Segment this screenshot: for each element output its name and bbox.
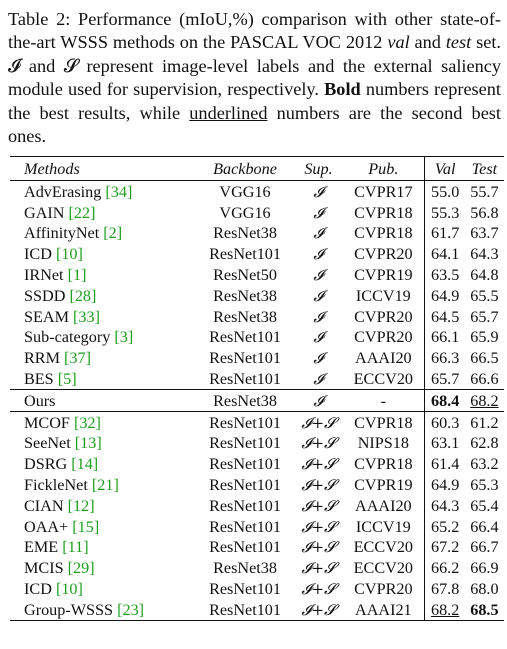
method-name: CIAN xyxy=(24,496,64,515)
cell-method xyxy=(10,579,195,600)
table-row xyxy=(10,223,504,244)
cell-backbone: ResNet38 xyxy=(213,559,277,578)
cell-val: 65.7 xyxy=(425,369,465,390)
cell-val: 67.2 xyxy=(425,537,465,558)
cell-pub: CVPR19 xyxy=(354,266,413,285)
cell-test: 56.8 xyxy=(470,203,499,222)
table-body-saliency xyxy=(10,412,504,621)
table-row xyxy=(10,348,504,369)
cell-test: 63.2 xyxy=(470,455,499,474)
cell-pub: CVPR18 xyxy=(354,455,413,474)
cell-val: 60.3 xyxy=(425,412,465,433)
results-table xyxy=(10,156,504,621)
cell-val: 67.8 xyxy=(425,579,465,600)
method-name: GAIN xyxy=(24,203,65,222)
cell-backbone: ResNet101 xyxy=(209,517,281,536)
cell-backbone: ResNet101 xyxy=(209,349,281,368)
cell-pub: NIPS18 xyxy=(357,434,409,453)
cell-pub: CVPR20 xyxy=(354,245,413,264)
cell-method xyxy=(10,327,195,348)
cell-method xyxy=(10,223,195,244)
method-name: AdvErasing xyxy=(24,182,102,201)
cell-sup: 𝓘+𝓢 xyxy=(301,559,336,578)
citation-link[interactable]: [32] xyxy=(73,413,101,432)
cell-val: 68.2 xyxy=(425,599,465,620)
citation-link[interactable]: [23] xyxy=(117,600,145,619)
method-name: Group-WSSS xyxy=(24,600,114,619)
table-row xyxy=(10,202,504,223)
method-name: Sub-category xyxy=(24,328,111,347)
cell-test: 55.7 xyxy=(470,182,499,201)
cell-pub: CVPR18 xyxy=(354,203,413,222)
cell-sup: 𝓘 xyxy=(313,224,324,243)
cell-sup: 𝓘 xyxy=(313,328,324,347)
cell-pub: CVPR18 xyxy=(354,224,413,243)
cell-val: 66.2 xyxy=(425,558,465,579)
method-name: SEAM xyxy=(24,307,69,326)
cell-method xyxy=(10,202,195,223)
cell-method xyxy=(10,558,195,579)
cell-backbone: ResNet101 xyxy=(209,328,281,347)
caption-mid2: numbers represent the best results, while xyxy=(8,79,502,123)
cell-pub: CVPR19 xyxy=(354,475,413,494)
cell-test: 65.9 xyxy=(470,328,499,347)
method-name: MCIS xyxy=(24,559,64,578)
citation-link[interactable]: [3] xyxy=(114,328,134,347)
cell-pub: AAAI21 xyxy=(342,599,425,620)
cell-backbone: ResNet101 xyxy=(209,579,281,598)
cell-pub: ICCV19 xyxy=(355,517,411,536)
cell-backbone: ResNet38 xyxy=(213,307,277,326)
method-name: SSDD xyxy=(24,286,66,305)
cell-method xyxy=(10,412,195,433)
cell-sup: 𝓘 xyxy=(295,390,342,412)
cell-sup: 𝓘 xyxy=(313,203,324,222)
table-caption xyxy=(8,8,501,148)
cell-val: 64.1 xyxy=(425,244,465,265)
cell-pub: CVPR20 xyxy=(354,307,413,326)
table-row xyxy=(10,306,504,327)
table-body-ours xyxy=(10,390,504,412)
cell-test: 64.3 xyxy=(470,245,499,264)
cell-test: 66.9 xyxy=(470,559,499,578)
method-name: ICD xyxy=(24,245,52,264)
citation-link[interactable]: [1] xyxy=(67,266,87,285)
cell-test: 66.6 xyxy=(470,370,499,388)
cell-test: 68.5 xyxy=(465,599,504,620)
table-row xyxy=(10,433,504,454)
cell-sup: 𝓘+𝓢 xyxy=(301,455,336,474)
cell-backbone: ResNet101 xyxy=(209,455,281,474)
cell-test: 61.2 xyxy=(470,413,499,432)
table-row xyxy=(10,495,504,516)
cell-pub: ICCV19 xyxy=(355,286,411,305)
citation-link[interactable]: [11] xyxy=(62,538,89,557)
caption-bold-word: Bold xyxy=(324,79,361,100)
cell-method xyxy=(10,516,195,537)
cell-backbone: ResNet50 xyxy=(213,266,277,285)
cell-test: 66.4 xyxy=(470,517,499,536)
cell-backbone: ResNet101 xyxy=(209,413,281,432)
citation-link[interactable]: [37] xyxy=(64,349,92,368)
cell-backbone: ResNet38 xyxy=(195,390,294,412)
cell-val: 66.1 xyxy=(425,327,465,348)
cell-val: 61.4 xyxy=(425,454,465,475)
cell-sup: 𝓘+𝓢 xyxy=(301,517,336,536)
cell-backbone: ResNet101 xyxy=(195,599,294,620)
cell-val: 64.9 xyxy=(425,285,465,306)
cell-test: 66.5 xyxy=(470,349,499,368)
method-name: AffinityNet xyxy=(24,224,100,243)
cell-backbone: ResNet101 xyxy=(209,475,281,494)
cell-method xyxy=(10,181,195,202)
cell-val: 64.5 xyxy=(425,306,465,327)
cell-pub: ECCV20 xyxy=(353,538,414,557)
cell-val: 63.1 xyxy=(425,433,465,454)
method-name: FickleNet xyxy=(24,475,88,494)
cell-test: 64.8 xyxy=(470,266,499,285)
citation-link[interactable]: [34] xyxy=(105,182,133,201)
citation-link[interactable]: [14] xyxy=(71,455,99,474)
table-row xyxy=(10,599,504,620)
caption-mid: set. 𝓘 and 𝓢 represent image-level labels and the external saliency module used for supervision, respectively. xyxy=(8,32,501,100)
cell-method xyxy=(10,369,195,390)
table-row xyxy=(10,537,504,558)
caption-val-word: val xyxy=(387,32,410,53)
cell-val: 64.9 xyxy=(425,475,465,496)
cell-method xyxy=(10,537,195,558)
cell-sup: 𝓘+𝓢 xyxy=(301,434,336,453)
table-row xyxy=(10,454,504,475)
caption-line1: Table 2: Performance (mIoU,%) comparison with other state-of-the-art WSSS methods on the PASCAL VOC 2012 xyxy=(8,9,501,53)
cell-backbone: VGG16 xyxy=(219,203,271,222)
cell-sup: 𝓘+𝓢 xyxy=(301,496,336,515)
cell-method xyxy=(10,475,195,496)
cell-method xyxy=(10,285,195,306)
cell-method xyxy=(10,348,195,369)
cell-method xyxy=(10,306,195,327)
table-row xyxy=(10,369,504,390)
cell-pub: CVPR17 xyxy=(354,182,413,201)
cell-val: 66.3 xyxy=(425,348,465,369)
cell-sup: 𝓘 xyxy=(313,245,324,264)
header-backbone: Backbone xyxy=(195,157,294,181)
cell-sup: 𝓘+𝓢 xyxy=(301,538,336,557)
cell-pub: ECCV20 xyxy=(353,370,414,388)
cell-sup: 𝓘 xyxy=(313,286,324,305)
cell-test: 66.7 xyxy=(470,538,499,557)
cell-test: 65.7 xyxy=(470,307,499,326)
citation-link[interactable]: [29] xyxy=(67,559,95,578)
cell-backbone: ResNet101 xyxy=(209,496,281,515)
cell-backbone: ResNet38 xyxy=(213,286,277,305)
table-row xyxy=(10,412,504,433)
cell-test: 63.7 xyxy=(470,224,499,243)
cell-backbone: ResNet101 xyxy=(209,245,281,264)
cell-test: 65.4 xyxy=(470,496,499,515)
header-methods: Methods xyxy=(10,157,195,181)
method-name: BES xyxy=(24,370,54,388)
cell-test: 62.8 xyxy=(470,434,499,453)
cell-val: 64.3 xyxy=(425,495,465,516)
table-row xyxy=(10,265,504,286)
cell-sup: 𝓘+𝓢 xyxy=(295,599,342,620)
cell-val: 65.2 xyxy=(425,516,465,537)
cell-pub: AAAI20 xyxy=(355,496,412,515)
cell-backbone: ResNet101 xyxy=(209,370,281,388)
caption-test-word: test xyxy=(445,32,472,53)
citation-link[interactable]: [28] xyxy=(69,286,97,305)
cell-test: 65.3 xyxy=(470,475,499,494)
table-row xyxy=(10,516,504,537)
cell-val: 55.3 xyxy=(425,202,465,223)
cell-sup: 𝓘 xyxy=(313,182,324,201)
cell-sup: 𝓘 xyxy=(313,266,324,285)
cell-val: 55.0 xyxy=(425,181,465,202)
citation-link[interactable]: [22] xyxy=(68,203,96,222)
citation-link[interactable]: [15] xyxy=(72,517,100,536)
cell-pub: CVPR20 xyxy=(354,328,413,347)
method-name: MCOF xyxy=(24,413,70,432)
table-row xyxy=(10,579,504,600)
cell-method xyxy=(10,454,195,475)
cell-backbone: VGG16 xyxy=(219,182,271,201)
table-row xyxy=(10,327,504,348)
cell-pub: CVPR18 xyxy=(354,413,413,432)
cell-pub: - xyxy=(342,390,425,412)
citation-link[interactable]: [13] xyxy=(74,434,102,453)
caption-underlined-word: underlined xyxy=(189,102,268,123)
cell-test: 68.2 xyxy=(465,390,504,412)
method-name: OAA+ xyxy=(24,517,69,536)
table-row xyxy=(10,558,504,579)
header-pub: Pub. xyxy=(342,157,425,181)
cell-backbone: ResNet101 xyxy=(209,538,281,557)
method-name: IRNet xyxy=(24,266,64,285)
cell-sup: 𝓘+𝓢 xyxy=(301,475,336,494)
header-test: Test xyxy=(465,157,504,181)
cell-backbone: ResNet101 xyxy=(209,434,281,453)
cell-pub: AAAI20 xyxy=(355,349,412,368)
cell-sup: 𝓘 xyxy=(313,307,324,326)
table-row xyxy=(10,475,504,496)
citation-link[interactable]: [12] xyxy=(67,496,95,515)
cell-pub: CVPR20 xyxy=(354,579,413,598)
cell-sup: 𝓘 xyxy=(313,349,324,368)
header-row xyxy=(10,157,504,181)
header-sup: Sup. xyxy=(295,157,342,181)
cell-test: 68.0 xyxy=(470,579,499,598)
table-body-image-level xyxy=(10,181,504,390)
citation-link[interactable]: [2] xyxy=(103,224,123,243)
cell-method xyxy=(10,244,195,265)
method-name: RRM xyxy=(24,349,60,368)
cell-backbone: ResNet38 xyxy=(213,224,277,243)
cell-method xyxy=(10,495,195,516)
method-name: DSRG xyxy=(24,455,68,474)
cell-val: 63.5 xyxy=(425,265,465,286)
citation-link[interactable]: [10] xyxy=(55,245,83,264)
cell-sup: 𝓘 xyxy=(313,370,324,388)
table-row xyxy=(10,244,504,265)
cell-method xyxy=(10,433,195,454)
cell-sup: 𝓘+𝓢 xyxy=(301,579,336,598)
table-row xyxy=(10,181,504,202)
method-name: EME xyxy=(24,538,59,557)
caption-end: numbers are the second best ones. xyxy=(8,102,502,147)
citation-link[interactable]: [5] xyxy=(57,370,77,388)
cell-sup: 𝓘+𝓢 xyxy=(301,413,336,432)
cell-val: 61.7 xyxy=(425,223,465,244)
cell-test: 65.5 xyxy=(470,286,499,305)
table-row xyxy=(10,285,504,306)
method-name: SeeNet xyxy=(24,434,71,453)
caption-and: and xyxy=(409,32,446,53)
cell-method xyxy=(10,599,195,620)
cell-method xyxy=(10,265,195,286)
header-val: Val xyxy=(425,157,465,181)
cell-val: 68.4 xyxy=(425,390,465,412)
table-row-ours xyxy=(10,390,504,412)
citation-link[interactable]: [21] xyxy=(91,475,119,494)
cell-pub: ECCV20 xyxy=(353,559,414,578)
method-name: ICD xyxy=(24,579,52,598)
citation-link[interactable]: [10] xyxy=(55,579,83,598)
cell-method: Ours xyxy=(10,390,195,412)
citation-link[interactable]: [33] xyxy=(73,307,100,326)
